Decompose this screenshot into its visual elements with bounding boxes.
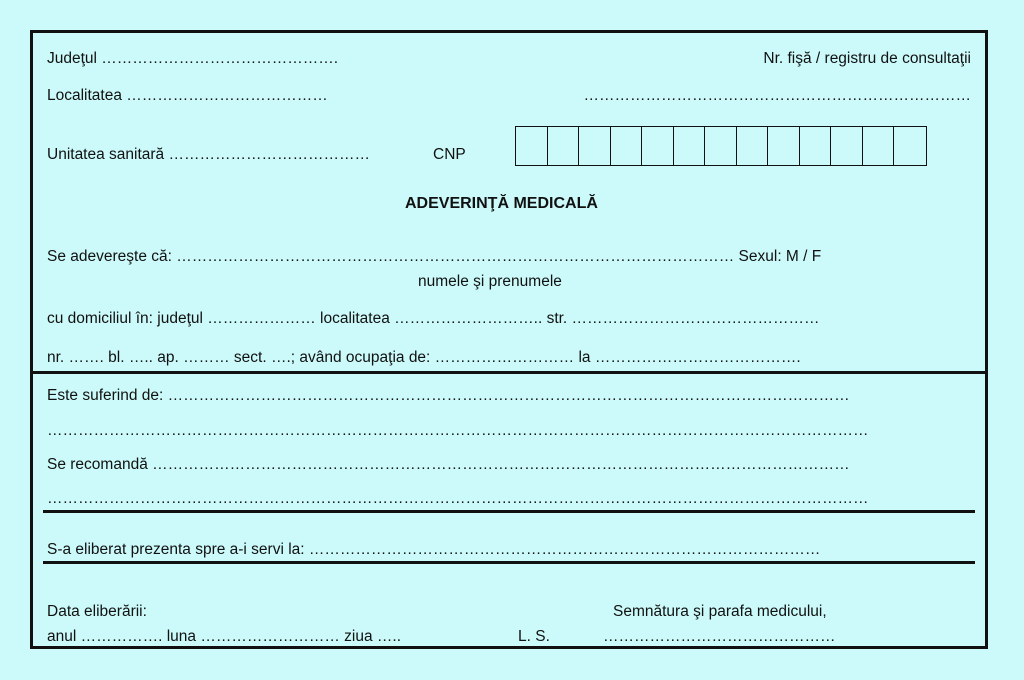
- cnp-digit-cell[interactable]: [642, 127, 674, 165]
- section-divider: [43, 510, 975, 513]
- cnp-input-grid[interactable]: [515, 126, 927, 166]
- registry-number-field[interactable]: …………………………………………………………………: [583, 87, 971, 104]
- date-fields[interactable]: anul ……………. luna ……………………… ziua …..: [47, 628, 401, 645]
- cnp-digit-cell[interactable]: [768, 127, 800, 165]
- name-caption: numele şi prenumele: [418, 273, 562, 290]
- cnp-label: CNP: [433, 146, 466, 163]
- judet-field[interactable]: Judeţul ……………………………………….: [47, 50, 339, 67]
- cnp-digit-cell[interactable]: [579, 127, 611, 165]
- cnp-digit-cell[interactable]: [674, 127, 706, 165]
- localitate-field[interactable]: Localitatea …………………………………: [47, 87, 328, 104]
- cnp-digit-cell[interactable]: [831, 127, 863, 165]
- ls-stamp-label: L. S.: [518, 628, 550, 645]
- cnp-digit-cell[interactable]: [548, 127, 580, 165]
- cnp-digit-cell[interactable]: [863, 127, 895, 165]
- domiciliu-field[interactable]: cu domiciliul în: judeţul ………………… localitatea ……………………….. str. …………………………………………: [47, 310, 820, 327]
- purpose-field[interactable]: S-a eliberat prezenta spre a-i servi la: ………………………………………………………………………………………: [47, 541, 821, 558]
- address-occupation-field[interactable]: nr. ……. bl. ….. ap. ……… sect. ….; având ocupaţia de: ……………………… la ………………………………….: [47, 349, 801, 366]
- cnp-digit-cell[interactable]: [800, 127, 832, 165]
- unitate-sanitara-field[interactable]: Unitatea sanitară …………………………………: [47, 146, 370, 163]
- cnp-digit-cell[interactable]: [705, 127, 737, 165]
- cnp-digit-cell[interactable]: [894, 127, 926, 165]
- cnp-digit-cell[interactable]: [516, 127, 548, 165]
- suferind-field[interactable]: Este suferind de: ……………………………………………………………………………………………………………………: [47, 387, 850, 404]
- registry-label: Nr. fişă / registru de consultaţii: [763, 50, 971, 67]
- recomanda-continuation[interactable]: ……………………………………………………………………………………………………………………………………………: [47, 490, 869, 507]
- cnp-digit-cell[interactable]: [737, 127, 769, 165]
- document-title: ADEVERINŢĂ MEDICALĂ: [405, 195, 598, 212]
- signature-field[interactable]: ………………………………………: [603, 628, 836, 645]
- se-adevereste-field[interactable]: Se adevereşte că: ……………………………………………………………………………………………… Sexul: M / F: [47, 248, 822, 265]
- data-eliberarii-label: Data eliberării:: [47, 603, 147, 620]
- medical-certificate-form: [30, 30, 988, 649]
- section-divider: [43, 561, 975, 564]
- cnp-digit-cell[interactable]: [611, 127, 643, 165]
- signature-label: Semnătura şi parafa medicului,: [613, 603, 827, 620]
- suferind-continuation[interactable]: ……………………………………………………………………………………………………………………………………………: [47, 422, 869, 439]
- section-divider: [33, 371, 985, 374]
- recomanda-field[interactable]: Se recomandă ………………………………………………………………………………………………………………………: [47, 456, 850, 473]
